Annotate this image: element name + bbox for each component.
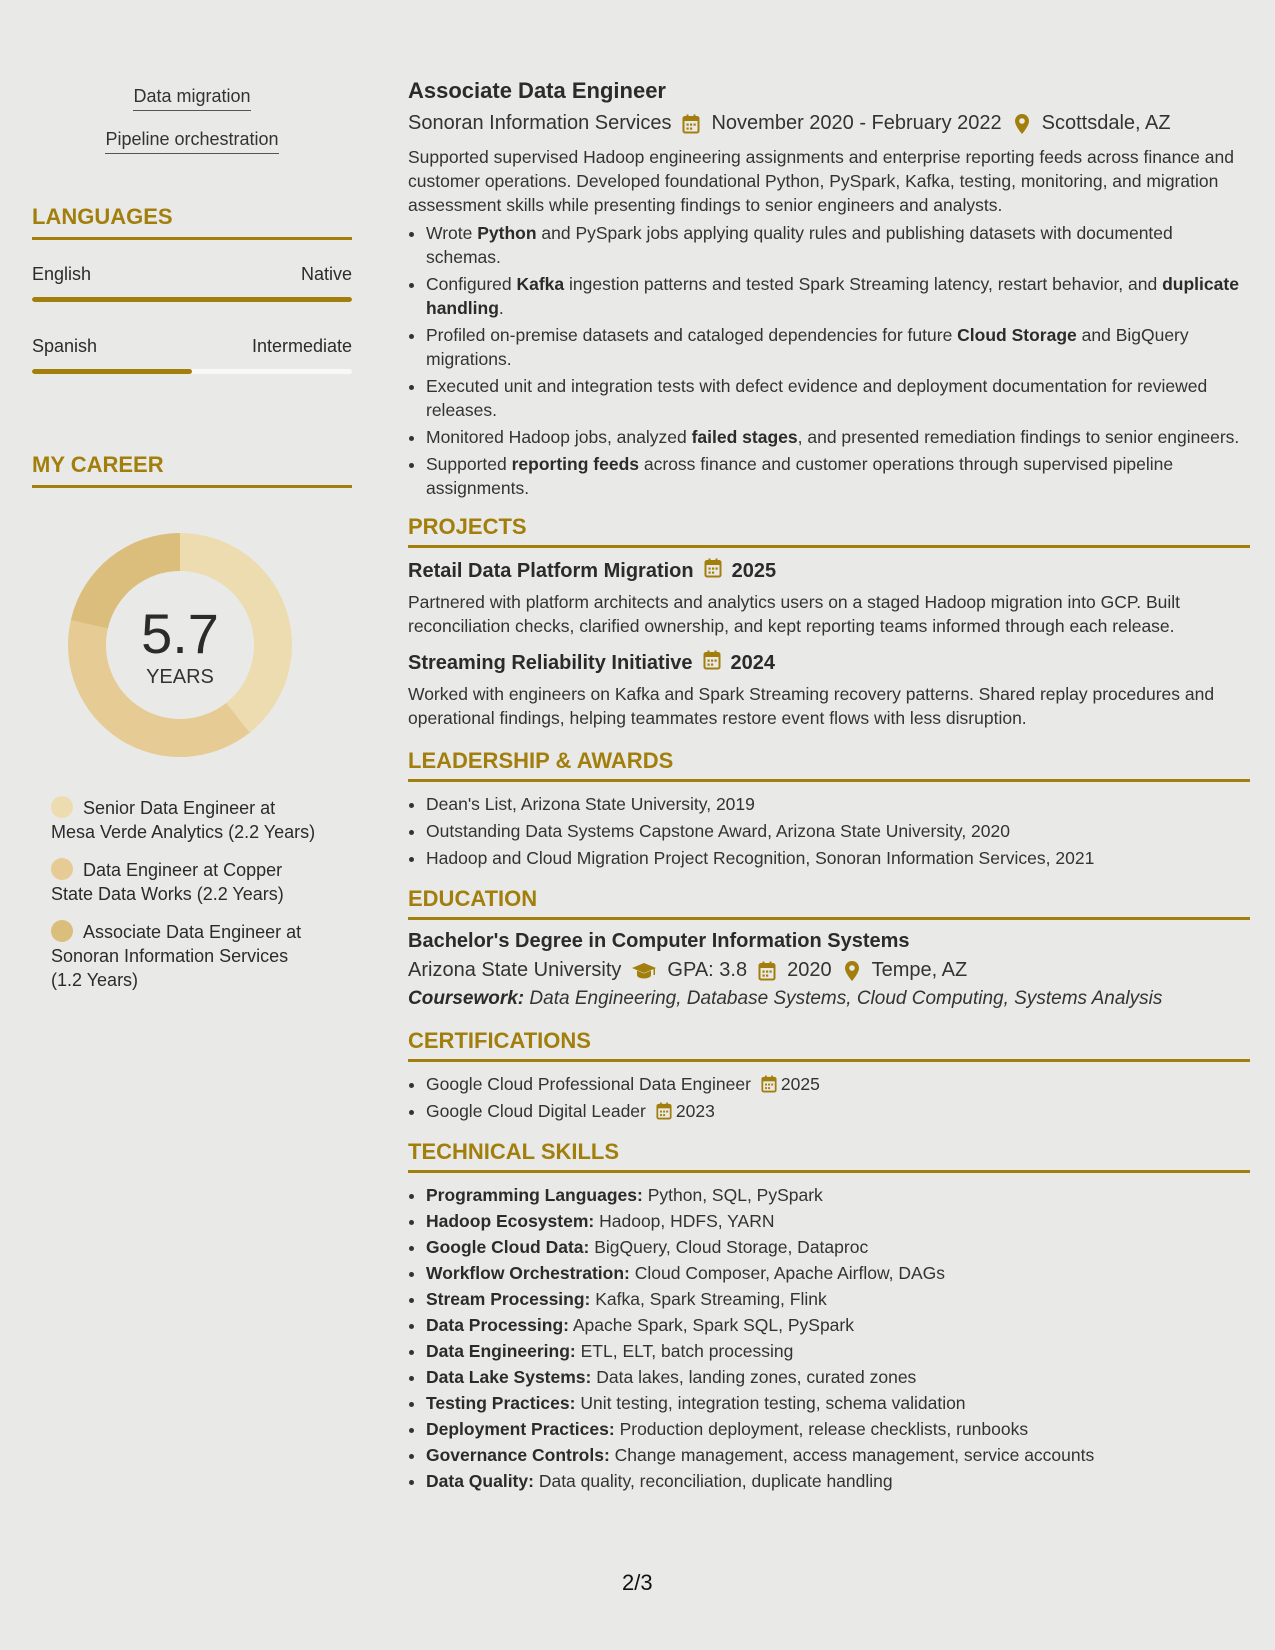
skill-values: Kafka, Spark Streaming, Flink [595, 1289, 827, 1309]
calendar-icon [757, 960, 777, 982]
skill-category: Data Quality: [426, 1471, 534, 1491]
skill-values: Data quality, reconciliation, duplicate handling [538, 1471, 893, 1491]
language-row [32, 336, 352, 357]
language-bar [32, 369, 352, 374]
certification-year: 2025 [780, 1074, 820, 1094]
legend-label: Associate Data Engineer at Sonoran Information Services (1.2 Years) [51, 922, 302, 990]
skill-category: Programming Languages: [426, 1185, 643, 1205]
degree-name: Bachelor's Degree in Computer Information Systems [408, 930, 910, 952]
bullet-emphasis: Kafka [516, 274, 565, 294]
job-location: Scottsdale, AZ [1041, 112, 1171, 134]
skills-list [426, 1183, 1250, 1493]
skill-values: Cloud Composer, Apache Airflow, DAGs [634, 1263, 946, 1283]
skill-category: Data Engineering: [426, 1341, 576, 1361]
career-legend [51, 796, 321, 992]
bullet-text: Configured [426, 274, 517, 294]
bullet-emphasis: Python [477, 223, 537, 243]
bullet-text: , and presented remediation findings to senior engineers. [797, 427, 1240, 447]
bullet-text: and PySpark jobs applying quality rules and publishing datasets with documented schemas. [426, 223, 1173, 267]
skill-item [426, 1261, 1250, 1285]
skill-category: Workflow Orchestration: [426, 1263, 630, 1283]
legend-item [51, 858, 321, 906]
language-bar-fill [32, 369, 192, 374]
job-bullet [426, 452, 1250, 500]
leadership-list [426, 792, 1250, 870]
skills-heading: TECHNICAL SKILLS [408, 1139, 1250, 1173]
language-level: Intermediate [251, 336, 352, 356]
bullet-text: Wrote [426, 223, 478, 243]
certification-item [426, 1072, 1250, 1096]
location-pin-icon [842, 960, 862, 982]
project-title: Streaming Reliability Initiative [408, 651, 693, 674]
skill-category: Hadoop Ecosystem: [426, 1211, 595, 1231]
certification-year: 2023 [675, 1101, 715, 1121]
language-bar-fill [32, 297, 352, 302]
calendar-icon [656, 1102, 672, 1120]
school-name: Arizona State University [408, 959, 622, 981]
bullet-text: across finance and customer operations through supervised pipeline assignments. [426, 454, 1174, 498]
project-item [408, 650, 1250, 730]
education-location: Tempe, AZ [871, 959, 968, 981]
bullet-emphasis: duplicate handling [426, 274, 1239, 318]
sidebar [32, 86, 352, 1006]
language-bar [32, 297, 352, 302]
job-company: Sonoran Information Services [408, 112, 672, 134]
certifications-list [426, 1072, 1250, 1123]
project-description: Worked with engineers on Kafka and Spark Streaming recovery patterns. Shared replay procedures and operational findings, helping teammates restore event flows with less disruption. [408, 684, 1215, 728]
language-level: Native [300, 264, 352, 284]
location-pin-icon [1012, 113, 1032, 135]
skill-tag: Pipeline orchestration [105, 129, 278, 154]
legend-item [51, 920, 321, 992]
skill-values: Apache Spark, Spark SQL, PySpark [572, 1315, 854, 1335]
project-item [408, 558, 1250, 638]
legend-label: Data Engineer at Copper State Data Works (2.2 Years) [51, 860, 284, 904]
language-name: Spanish [32, 336, 98, 356]
skill-values: Change management, access management, service accounts [614, 1445, 1095, 1465]
career-section [32, 452, 352, 992]
skill-item [426, 1183, 1250, 1207]
language-name: English [32, 264, 92, 284]
leadership-item: • Dean's List, Arizona State University, 2019 [426, 792, 1250, 816]
certification-item [426, 1099, 1250, 1123]
calendar-icon [704, 558, 722, 584]
skill-item [426, 1469, 1250, 1493]
education-heading: EDUCATION [408, 886, 1250, 920]
skill-item [426, 1339, 1250, 1363]
languages-heading: LANGUAGES [32, 204, 352, 240]
skill-item [426, 1235, 1250, 1259]
skill-item [426, 1391, 1250, 1415]
project-year: 2024 [730, 651, 776, 674]
skill-values: Data lakes, landing zones, curated zones [596, 1367, 917, 1387]
bullet-text: . [498, 298, 504, 318]
skill-values: ETL, ELT, batch processing [580, 1341, 794, 1361]
languages-section [32, 204, 352, 374]
skill-category: Testing Practices: [426, 1393, 576, 1413]
skill-item [426, 1443, 1250, 1467]
career-donut-chart [65, 530, 295, 760]
legend-item [51, 796, 321, 844]
coursework-list: Data Engineering, Database Systems, Cloud Computing, Systems Analysis [529, 988, 1163, 1009]
certifications-heading: CERTIFICATIONS [408, 1028, 1250, 1062]
skill-values: Unit testing, integration testing, schema validation [580, 1393, 966, 1413]
skill-category: Google Cloud Data: [426, 1237, 590, 1257]
job-bullet [426, 323, 1250, 371]
legend-dot-icon [51, 796, 73, 818]
skill-values: Hadoop, HDFS, YARN [599, 1211, 775, 1231]
job-bullet [426, 272, 1250, 320]
skill-values: BigQuery, Cloud Storage, Dataproc [594, 1237, 869, 1257]
skill-values: Python, SQL, PySpark [647, 1185, 823, 1205]
skill-item [426, 1417, 1250, 1441]
legend-dot-icon [51, 920, 73, 942]
career-unit: YEARS [146, 665, 214, 688]
degree-title [408, 930, 1250, 953]
coursework-label: Coursework: [408, 988, 525, 1009]
skill-item [426, 1287, 1250, 1311]
donut-center [65, 530, 295, 760]
education-meta [408, 959, 1250, 982]
skill-category: Data Lake Systems: [426, 1367, 592, 1387]
skill-item [426, 1365, 1250, 1389]
bullet-text: Profiled on-premise datasets and cataloged dependencies for future [426, 325, 958, 345]
project-title-row [408, 650, 1250, 676]
coursework [408, 988, 1250, 1010]
job-bullets [426, 221, 1250, 500]
bullet-text: Supported [426, 454, 512, 474]
certification-name: • Google Cloud Professional Data Engineer [426, 1074, 751, 1094]
leadership-item: • Hadoop and Cloud Migration Project Recognition, Sonoran Information Services, 2021 [426, 846, 1250, 870]
job-bullet [426, 425, 1250, 449]
main-content [408, 78, 1250, 1495]
projects-heading: PROJECTS [408, 514, 1250, 548]
bullet-text: Executed unit and integration tests with defect evidence and deployment documentation for reviewed releases. [426, 376, 1208, 420]
project-title-row [408, 558, 1250, 584]
job-bullet [426, 374, 1250, 422]
skill-category: Data Processing: [426, 1315, 569, 1335]
education-gpa: GPA: 3.8 [667, 959, 748, 981]
education-year: 2020 [787, 959, 832, 981]
legend-label: Senior Data Engineer at Mesa Verde Analytics (2.2 Years) [51, 798, 316, 842]
skill-category: Stream Processing: [426, 1289, 591, 1309]
skill-category: Governance Controls: [426, 1445, 610, 1465]
leadership-item: • Outstanding Data Systems Capstone Award, Arizona State University, 2020 [426, 819, 1250, 843]
bullet-emphasis: failed stages [691, 427, 798, 447]
bullet-text: ingestion patterns and tested Spark Streaming latency, restart behavior, and [564, 274, 1163, 294]
calendar-icon [681, 113, 701, 135]
leadership-heading: LEADERSHIP & AWARDS [408, 748, 1250, 782]
skill-item [426, 1313, 1250, 1337]
language-row [32, 264, 352, 285]
project-description: Partnered with platform architects and analytics users on a staged Hadoop migration into GCP. Built reconciliation checks, clarified ownership, and kept reporting teams informed through each release. [408, 592, 1181, 636]
job-dates: November 2020 - February 2022 [711, 112, 1002, 134]
legend-dot-icon [51, 858, 73, 880]
skill-tags [32, 86, 352, 154]
bullet-text: and BigQuery migrations. [426, 325, 1189, 369]
certification-name: • Google Cloud Digital Leader [426, 1101, 646, 1121]
calendar-icon [703, 650, 721, 676]
skill-values: Production deployment, release checklists, runbooks [619, 1419, 1029, 1439]
project-year: 2025 [731, 559, 777, 582]
skill-category: Deployment Practices: [426, 1419, 615, 1439]
bullet-emphasis: Cloud Storage [957, 325, 1077, 345]
graduation-cap-icon [631, 960, 657, 982]
page-number: 2/3 [622, 1570, 653, 1595]
project-title: Retail Data Platform Migration [408, 559, 694, 582]
career-heading: MY CAREER [32, 452, 352, 488]
skill-item [426, 1209, 1250, 1233]
skill-tag: Data migration [133, 86, 250, 111]
bullet-emphasis: reporting feeds [511, 454, 640, 474]
calendar-icon [761, 1075, 777, 1093]
job-summary: Supported supervised Hadoop engineering assignments and enterprise reporting feeds across finance and customer operations. Developed foundational Python, PySpark, Kafka, testing, monitoring, and migration assessment skills while presenting findings to senior engineers and analysts. [408, 147, 1234, 215]
bullet-text: Monitored Hadoop jobs, analyzed [426, 427, 692, 447]
job-meta [408, 112, 1250, 135]
career-total: 5.7 [141, 601, 219, 665]
job-title: Associate Data Engineer [408, 78, 666, 103]
job-bullet [426, 221, 1250, 269]
